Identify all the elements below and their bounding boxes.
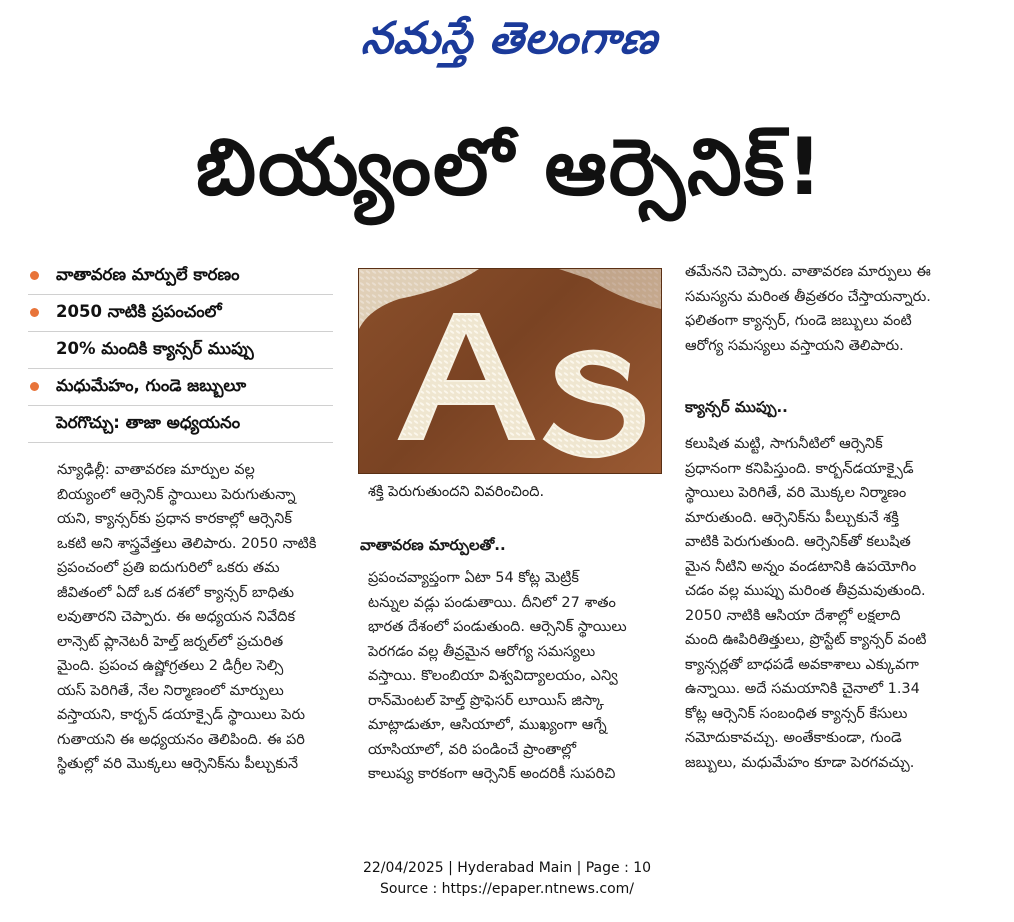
text-line: లాన్సెట్ ప్లానెటరీ హెల్త్ జర్నల్‌లో ప్రచురిత <box>57 633 284 650</box>
highlight-item <box>28 369 333 406</box>
article-column-3-top <box>685 260 985 358</box>
highlight-item <box>28 295 333 332</box>
highlight-item <box>28 332 333 369</box>
text-line: లవుతారని చెప్పారు. ఈ అధ్యయన నివేదిక <box>57 609 296 625</box>
article-column-3 <box>685 432 985 775</box>
text-line: కలుషిత మట్టి, సాగునీటిలో ఆర్సెనిక్ <box>685 436 883 452</box>
text-line: మైంది. ప్రపంచ ఉష్ణోగ్రతలు 2 డిగ్రీల సెల్సి <box>57 658 284 674</box>
text-line: స్థితుల్లో వరి మొక్కలు ఆర్సెనిక్‌ను పీల్చుకునే <box>57 756 299 772</box>
highlight-text: వాతావరణ మార్పులే కారణం <box>56 265 240 284</box>
text-line: యస్ పెరిగితే, నేల నిర్మాణంలో మార్పులు <box>57 682 284 699</box>
text-line: వస్తాయని, కార్బన్ డయాక్సైడ్ స్థాయిలు పెరు <box>57 707 306 723</box>
bullet-icon <box>30 308 39 317</box>
photo-caption-line: శక్తి పెరుగుతుందని వివరించింది. <box>368 484 545 500</box>
text-line: యని, క్యాన్సర్‌కు ప్రధాన కారకాల్లో ఆర్సెనిక్ <box>57 511 292 527</box>
highlight-text: 2050 నాటికి ప్రపంచంలో <box>56 302 222 321</box>
text-line: వస్తాయి. కొలంబియా విశ్వవిద్యాలయం, ఎన్వి <box>368 668 618 684</box>
text-line: మారుతుంది. ఆర్సెనిక్‌ను పీల్చుకునే శక్తి <box>685 509 899 526</box>
text-line: సమస్యను మరింత తీవ్రతరం చేస్తాయన్నారు. <box>685 288 931 305</box>
text-line: రాన్‌మెంటల్ హెల్త్ ప్రొఫెసర్ లూయిస్ జిస్కా <box>368 692 604 709</box>
text-line: స్థాయిలు పెరిగితే, వరి మొక్కల నిర్మాణం <box>685 485 907 501</box>
text-line: బియ్యంలో ఆర్సెనిక్ స్థాయిలు పెరుగుతున్నా <box>57 486 296 503</box>
section-subheading: వాతావరణ మార్పులతో.. <box>360 536 506 554</box>
highlight-text: మధుమేహం, గుండె జబ్బులూ <box>56 376 247 395</box>
text-line: గుతాయని ఈ అధ్యయనం తెలిపింది. ఈ పరి <box>57 731 305 748</box>
highlight-text: పెరగొచ్చు: తాజా అధ్యయనం <box>56 413 241 432</box>
text-line: న్యూఢిల్లీ: వాతావరణ మార్పుల వల్ల <box>57 462 255 478</box>
page-footer <box>0 858 1014 900</box>
rice-grains-image <box>359 269 661 473</box>
highlight-text: 20% మందికి క్యాన్సర్ ముప్పు <box>56 339 254 358</box>
source-link[interactable]: Source : https://epaper.ntnews.com/ <box>379 881 635 897</box>
text-line: కాలుష్య కారకంగా ఆర్సెనిక్ అందరికీ సుపరిచి <box>368 766 616 782</box>
text-line: మంది ఊపిరితిత్తులు, ప్రొస్టేట్ క్యాన్సర్ వంటి <box>685 632 927 648</box>
text-line: పెరగడం వల్ల తీవ్రమైన ఆరోగ్య సమస్యలు <box>368 643 596 660</box>
text-line: వాటికి పెరుగుతుంది. ఆర్సెనిక్‌తో కలుషిత <box>685 534 911 550</box>
rice-arsenic-photo <box>358 268 662 474</box>
text-line: ఫలితంగా క్యాన్సర్, గుండె జబ్బులు వంటి <box>685 313 912 329</box>
text-line: ఉన్నాయి. అదే సమయానికి చైనాలో 1.34 <box>685 681 920 697</box>
bullet-icon <box>30 382 39 391</box>
text-line: తమేనని చెప్పారు. వాతావరణ మార్పులు ఈ <box>685 264 931 280</box>
text-line: ప్రపంచవ్యాప్తంగా ఏటా 54 కోట్ల మెట్రిక్ <box>368 570 579 586</box>
text-line: టన్నుల వడ్లు పండుతాయి. దీనిలో 27 శాతం <box>368 594 616 611</box>
text-line: 2050 నాటికి ఆసియా దేశాల్లో లక్షలాది <box>685 607 901 624</box>
text-line: జీవితంలో ఏదో ఒక దశలో క్యాన్సర్ బాధితు <box>57 584 294 601</box>
text-line: యాసియాలో, వరి పండించే ప్రాంతాల్లో <box>368 741 577 758</box>
bullet-icon <box>30 271 39 280</box>
article-column-2 <box>368 566 668 787</box>
highlights-box <box>28 258 333 443</box>
text-line: మైన నీటిని అన్నం వండటానికి ఉపయోగిం <box>685 558 917 575</box>
text-line: ఆరోగ్య సమస్యలు వస్తాయని తెలిపారు. <box>685 337 904 354</box>
text-line: క్యాన్సర్లతో బాధపడే అవకాశాలు ఎక్కువగా <box>685 656 919 673</box>
text-line: జబ్బులు, మధుమేహం కూడా పెరగవచ్చు. <box>685 754 915 771</box>
text-line: చడం వల్ల ముప్పు మరింత తీవ్రమవుతుంది. <box>685 583 926 599</box>
newspaper-masthead: నమస్తే తెలంగాణ <box>359 13 661 64</box>
highlight-item <box>28 258 333 295</box>
text-line: భారత దేశంలో పండుతుంది. ఆర్సెనిక్ స్థాయిలు <box>368 619 627 635</box>
section-subheading: క్యాన్సర్ ముప్పు.. <box>685 398 788 416</box>
text-line: కోట్ల ఆర్సెనిక్ సంబంధిత క్యాన్సర్ కేసులు <box>685 705 908 722</box>
text-line: ఒకటి అని శాస్త్రవేత్తలు తెలిపారు. 2050 నాటికి <box>57 535 317 552</box>
edition-info: 22/04/2025 | Hyderabad Main | Page : 10 <box>362 860 652 876</box>
text-line: నమోదుకావచ్చు. అంతేకాకుండా, గుండె <box>685 730 902 746</box>
highlight-item <box>28 406 333 443</box>
text-line: ప్రధానంగా కనిపిస్తుంది. కార్బన్‌డయాక్సైడ్ <box>685 460 914 477</box>
text-line: మాట్లాడుతూ, ఆసియాలో, ముఖ్యంగా ఆగ్నే <box>368 717 607 733</box>
text-line: ప్రపంచంలో ప్రతి ఐదుగురిలో ఒకరు తమ <box>57 560 280 576</box>
article-column-1 <box>57 458 337 777</box>
article-headline: బియ్యంలో ఆర్సెనిక్! <box>195 123 825 213</box>
